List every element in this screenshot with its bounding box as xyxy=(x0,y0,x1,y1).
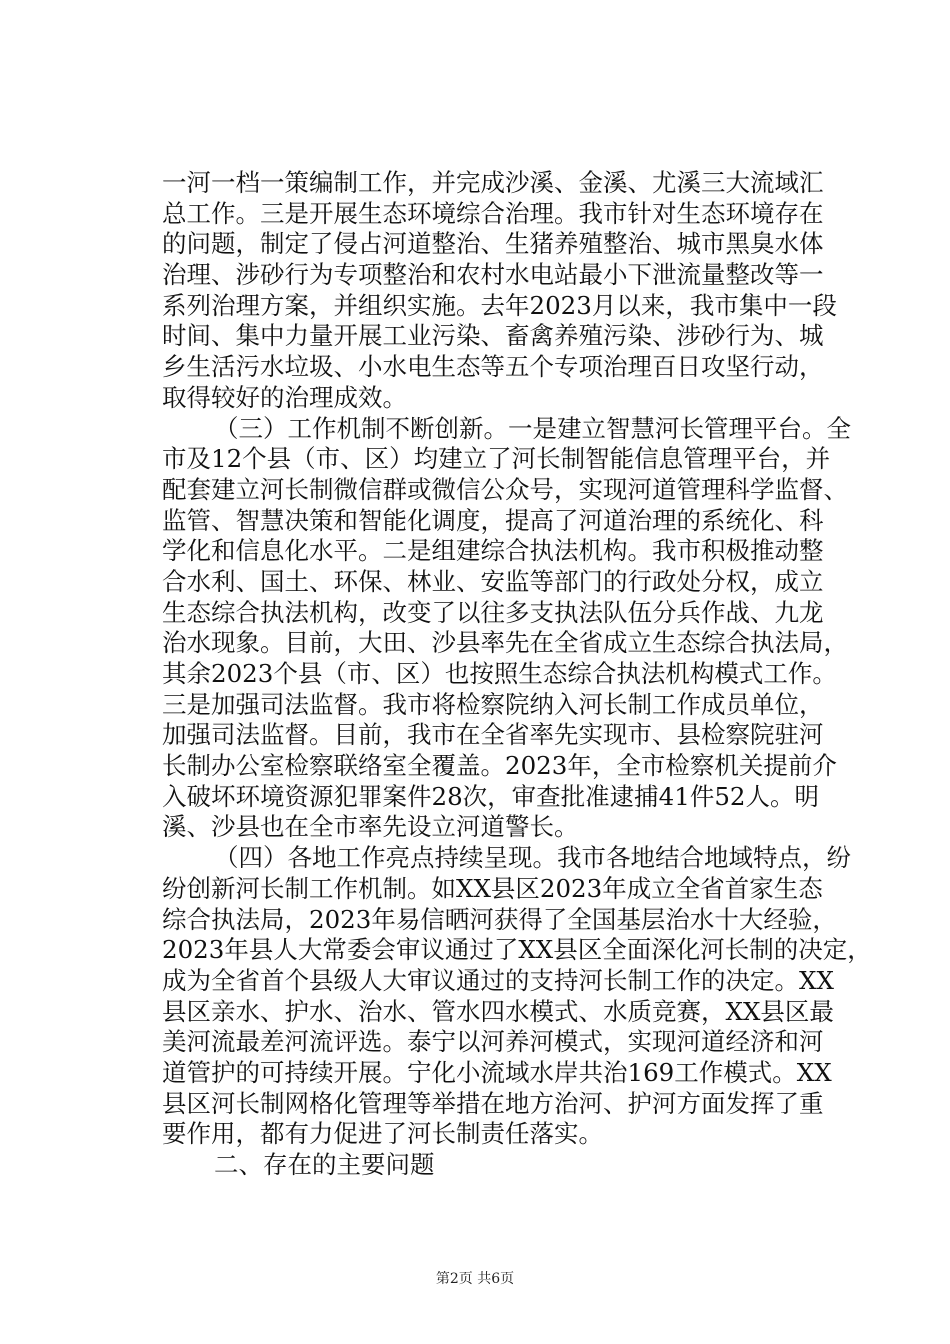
text-line: 2023年县人大常委会审议通过了XX县区全面深化河长制的决定， xyxy=(162,935,872,965)
text-line: 的问题，制定了侵占河道整治、生猪养殖整治、城市黑臭水体 xyxy=(162,229,824,259)
text-line: 美河流最差河流评选。泰宁以河养河模式，实现河道经济和河 xyxy=(162,1027,824,1057)
text-line: 市及12个县（市、区）均建立了河长制智能信息管理平台，并 xyxy=(162,444,831,474)
text-line: 合水利、国土、环保、林业、安监等部门的行政处分权，成立 xyxy=(162,566,824,596)
text-line: 乡生活污水垃圾、小水电生态等五个专项治理百日攻坚行动， xyxy=(162,352,824,382)
text-line: 纷创新河长制工作机制。如XX县区2023年成立全省首家生态 xyxy=(162,873,823,903)
text-line: 系列治理方案，并组织实施。去年2023月以来，我市集中一段 xyxy=(162,290,837,320)
page-footer: 第2页 共6页 xyxy=(435,1271,515,1287)
paragraph xyxy=(162,413,851,844)
text-line: （四）各地工作亮点持续呈现。我市各地结合地域特点，纷 xyxy=(214,843,851,873)
text-line: 其余2023个县（市、区）也按照生态综合执法机构模式工作。 xyxy=(162,659,837,688)
text-line: （三）工作机制不断创新。一是建立智慧河长管理平台。全 xyxy=(214,413,851,443)
paragraph xyxy=(162,168,837,414)
text-line: 三是加强司法监督。我市将检察院纳入河长制工作成员单位， xyxy=(162,689,824,719)
paragraph xyxy=(162,843,872,1150)
text-line: 取得较好的治理成效。 xyxy=(162,382,407,412)
text-line: 要作用，都有力促进了河长制责任落实。 xyxy=(162,1119,603,1149)
text-line: 治水现象。目前，大田、沙县率先在全省成立生态综合执法局， xyxy=(162,628,848,658)
document-body xyxy=(162,168,872,1181)
text-line: 溪、沙县也在全市率先设立河道警长。 xyxy=(162,812,579,842)
text-line: 生态综合执法机构，改变了以往多支执法队伍分兵作战、九龙 xyxy=(162,597,824,627)
text-line: 一河一档一策编制工作，并完成沙溪、金溪、尤溪三大流域汇 xyxy=(162,168,824,197)
text-line: 配套建立河长制微信群或微信公众号，实现河道管理科学监督、 xyxy=(162,474,848,504)
text-line: 长制办公室检察联络室全覆盖。2023年，全市检察机关提前介 xyxy=(162,751,837,781)
text-line: 治理、涉砂行为专项整治和农村水电站最小下泄流量整改等一 xyxy=(162,260,824,290)
text-line: 加强司法监督。目前，我市在全省率先实现市、县检察院驻河 xyxy=(162,720,824,750)
text-line: 县区亲水、护水、治水、管水四水模式、水质竞赛，XX县区最 xyxy=(162,996,834,1026)
section-heading xyxy=(162,1150,790,1181)
text-line: 入破坏环境资源犯罪案件28次，审查批准逮捕41件52人。明 xyxy=(162,781,820,811)
text-line: 监管、智慧决策和智能化调度，提高了河道治理的系统化、科 xyxy=(162,505,824,535)
text-line: 二、存在的主要问题 xyxy=(214,1150,435,1179)
text-line: 学化和信息化水平。二是组建综合执法机构。我市积极推动整 xyxy=(162,536,824,566)
text-line: 成为全省首个县级人大审议通过的支持河长制工作的决定。XX xyxy=(162,965,834,995)
text-line: 总工作。三是开展生态环境综合治理。我市针对生态环境存在 xyxy=(162,198,824,228)
text-line: 综合执法局，2023年易信晒河获得了全国基层治水十大经验， xyxy=(162,904,837,934)
text-line: 县区河长制网格化管理等举措在地方治河、护河方面发挥了重 xyxy=(162,1088,824,1118)
text-line: 时间、集中力量开展工业污染、畜禽养殖污染、涉砂行为、城 xyxy=(162,321,824,351)
text-line: 道管护的可持续开展。宁化小流域水岸共治169工作模式。XX xyxy=(162,1057,832,1087)
